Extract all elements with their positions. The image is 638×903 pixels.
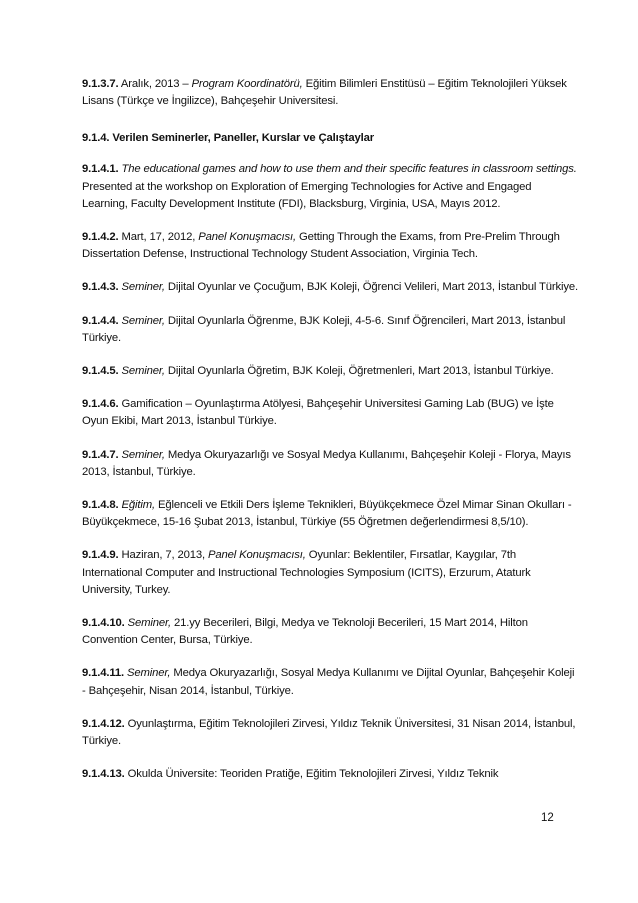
entry-text-after: 21.yy Becerileri, Bilgi, Medya ve Teknoloji Becerileri, 15 Mart 2014, Hilton Convention Center, Bursa, Türkiye. (82, 617, 528, 647)
section-heading: 9.1.4. Verilen Seminerler, Paneller, Kurslar ve Çalıştaylar (82, 132, 374, 145)
entry-role: Eğitim, (121, 499, 155, 512)
cv-entry-9-1-4-3 (82, 279, 578, 296)
entry-role: Panel Konuşmacısı, (198, 231, 296, 244)
entry-text-before: Aralık, 2013 – (118, 78, 192, 90)
entry-text-after: Dijital Oyunlarla Öğrenme, BJK Koleji, 4-5-6. Sınıf Öğrencileri, Mart 2013, İstanbul Türkiye. (82, 314, 566, 344)
cv-entry-9-1-4-8 (82, 497, 578, 531)
entry-text-before: Mart, 17, 2012, (118, 231, 199, 244)
cv-entry-9-1-4-13 (82, 766, 578, 783)
entry-number: 9.1.4.8. (82, 499, 119, 512)
entry-number: 9.1.4.2. (82, 231, 119, 244)
entry-number: 9.1.3.7. (82, 78, 119, 90)
cv-entry-9-1-4-12 (82, 716, 578, 750)
entry-text-after: Dijital Oyunlarla Öğretim, BJK Koleji, Öğretmenleri, Mart 2013, İstanbul Türkiye. (164, 365, 554, 378)
entry-role: Seminer, (121, 448, 165, 461)
entry-text-before: Oyunlaştırma, Eğitim Teknolojileri Zirvesi, Yıldız Teknik Üniversitesi, 31 Nisan 2014, İstanbul, Türkiye. (82, 717, 576, 748)
entry-number: 9.1.4.4. (82, 314, 119, 327)
entry-number: 9.1.4.3. (82, 281, 119, 294)
cv-entry-9-1-4-11 (82, 665, 578, 699)
entry-text-after: Medya Okuryazarlığı ve Sosyal Medya Kullanımı, Bahçeşehir Koleji - Florya, Mayıs 2013, İstanbul, Türkiye. (82, 448, 571, 478)
entry-title: The educational games and how to use them and their specific features in classroom settings. (121, 163, 577, 176)
entry-number: 9.1.4.6. (82, 398, 119, 411)
cv-entry-9-1-4-1 (82, 161, 578, 213)
entry-text-after: Presented at the workshop on Exploration of Emerging Technologies for Active and Engaged Learning, Faculty Development Institute (FDI), Blacksburg, Virginia, USA, Mayıs 2012. (82, 180, 532, 210)
entry-text-after: Eğitim Bilimleri Enstitüsü – Eğitim Teknolojileri Yüksek Lisans (Türkçe ve İngilizce), Bahçeşehir Universitesi. (82, 78, 567, 108)
entry-text-before: Okulda Üniversite: Teoriden Pratiğe, Eğitim Teknolojileri Zirvesi, Yıldız Teknik (124, 768, 499, 781)
entry-number: 9.1.4.5. (82, 365, 119, 378)
entry-text-after: Oyunlar: Beklentiler, Fırsatlar, Kaygılar, 7th International Computer and Instructional Technologies Symposium (ICITS), Erzurum, Ataturk University, Turkey. (82, 549, 531, 596)
cv-entry-9-1-4-10 (82, 615, 578, 649)
cv-entry-9-1-4-9 (82, 547, 578, 599)
cv-entry-9-1-4-2 (82, 229, 578, 263)
entry-number: 9.1.4.11. (82, 667, 124, 680)
entry-number: 9.1.4.12. (82, 717, 125, 730)
entry-text-after: Dijital Oyunlar ve Çocuğum, BJK Koleji, Öğrenci Velileri, Mart 2013, İstanbul Türkiye. (164, 281, 578, 294)
entry-role: Seminer, (121, 281, 165, 294)
cv-entry-9-1-4-6 (82, 396, 578, 430)
page-number: 12 (541, 812, 554, 824)
entry-text-before: Haziran, 7, 2013, (118, 549, 208, 562)
entry-role: Seminer, (127, 617, 172, 630)
entry-number: 9.1.4.13. (82, 768, 125, 781)
entry-text-after: Medya Okuryazarlığı, Sosyal Medya Kullanımı ve Dijital Oyunlar, Bahçeşehir Koleji - Bahçeşehir, Nisan 2014, İstanbul, Türkiye. (82, 667, 575, 697)
entry-role: Program Koordinatörü, (191, 78, 303, 90)
cv-entry-9-1-4-4 (82, 313, 578, 347)
entry-role: Panel Konuşmacısı, (207, 549, 306, 562)
entry-role: Seminer, (121, 314, 165, 327)
cv-entry-9-1-4-7 (82, 447, 578, 481)
entry-number: 9.1.4.1. (82, 163, 119, 176)
entry-number: 9.1.4.9. (82, 549, 119, 562)
cv-entry-9-1-3-7 (82, 76, 578, 110)
entry-text-before: Gamification – Oyunlaştırma Atölyesi, Bahçeşehir Universitesi Gaming Lab (BUG) ve İşte Oyun Ekibi, Mart 2013, İstanbul Türkiye. (82, 398, 554, 428)
entry-number: 9.1.4.10. (82, 617, 125, 630)
entry-role: Seminer, (127, 667, 171, 680)
cv-entry-9-1-4-5 (82, 363, 578, 380)
entry-role: Seminer, (121, 365, 165, 378)
document-page (82, 76, 578, 799)
entry-text-after: Getting Through the Exams, from Pre-Prelim Through Dissertation Defense, Instructional Technology Student Association, Virginia Tech. (82, 231, 560, 261)
entry-number: 9.1.4.7. (82, 448, 119, 461)
entry-text-after: Eğlenceli ve Etkili Ders İşleme Teknikleri, Büyükçekmece Özel Mimar Sinan Okulları - Büyükçekmece, 15-16 Şubat 2013, İstanbul, Türkiye (55 Öğretmen değerlendirmesi 8,5/10). (82, 499, 572, 529)
